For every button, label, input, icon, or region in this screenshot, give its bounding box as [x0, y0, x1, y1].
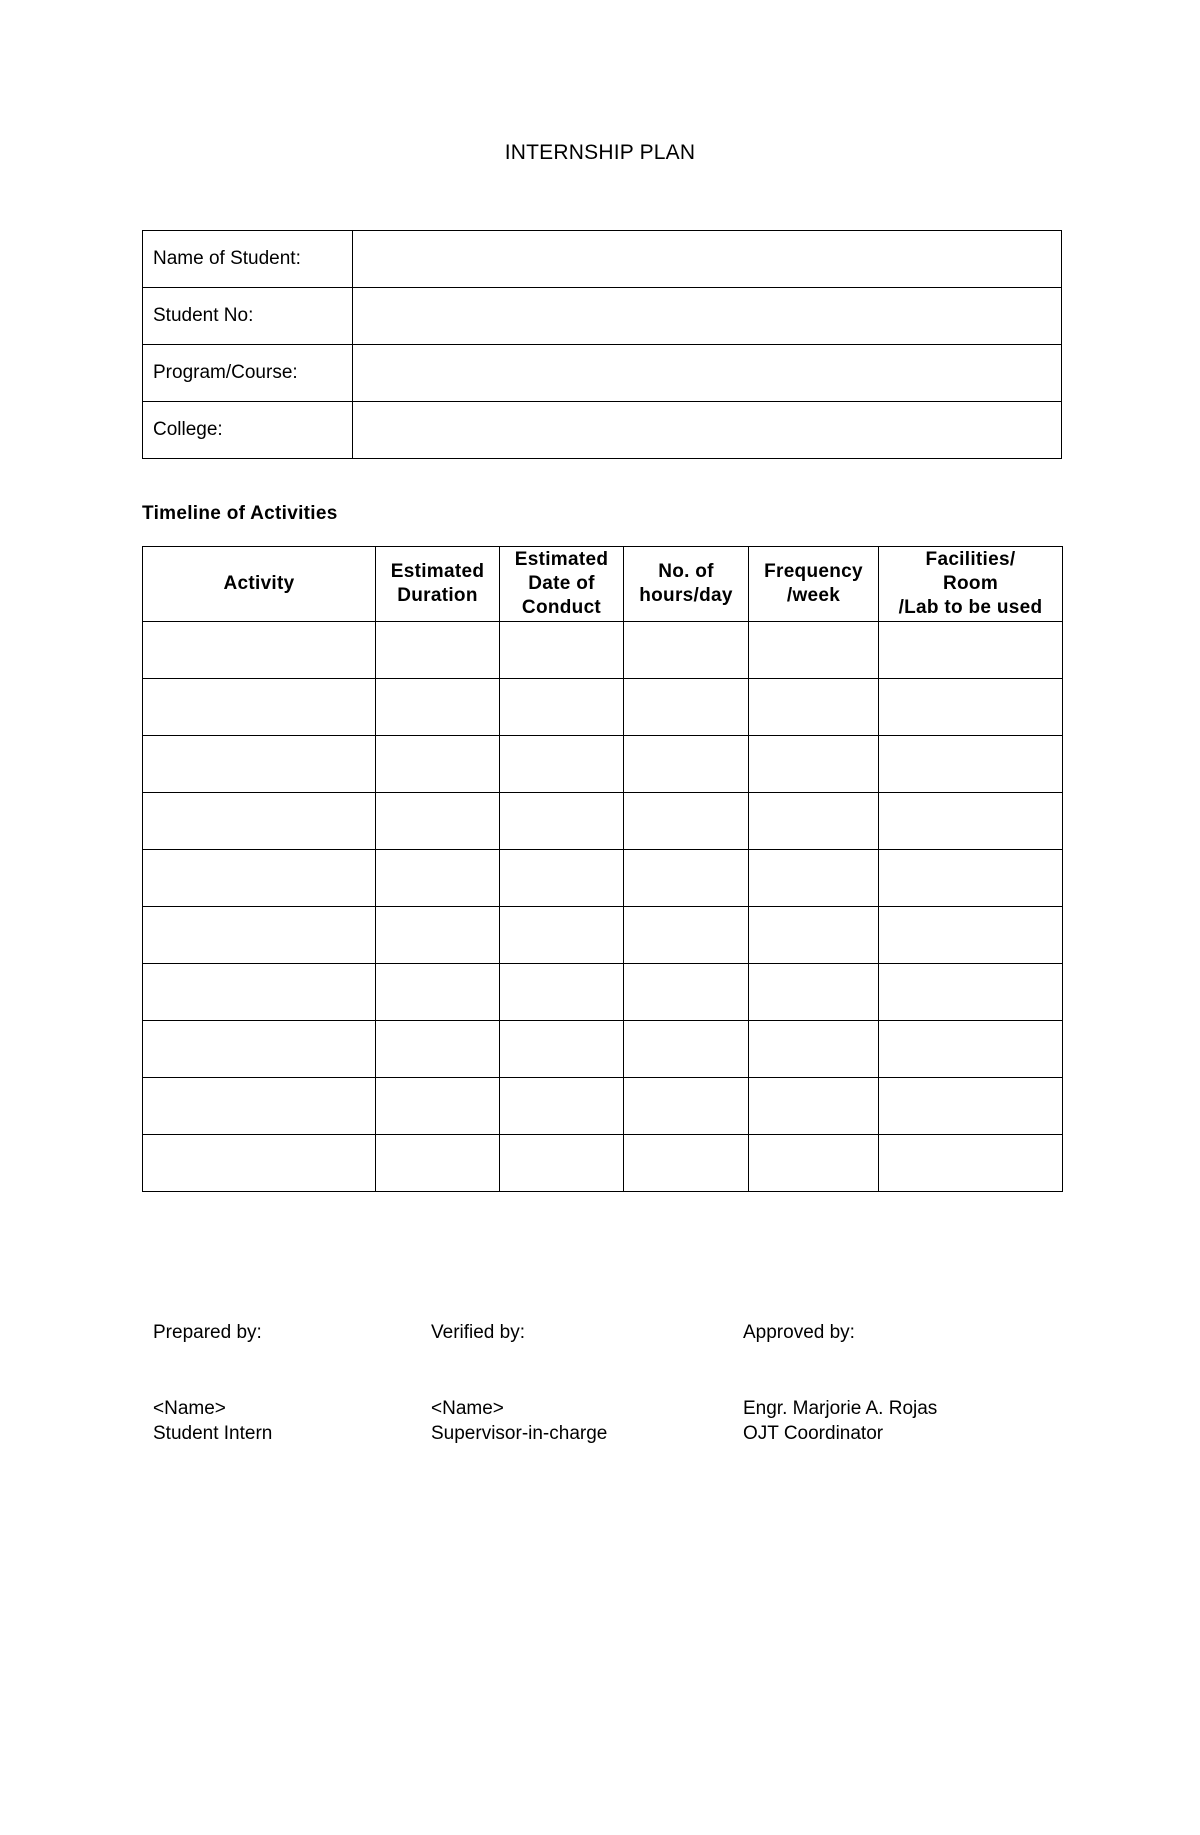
- cell-activity[interactable]: [143, 793, 376, 850]
- cell-hours-per-day[interactable]: [624, 907, 749, 964]
- cell-facilities[interactable]: [879, 1078, 1063, 1135]
- verified-by-block: [431, 1322, 607, 1446]
- cell-activity[interactable]: [143, 1021, 376, 1078]
- cell-estimated-date[interactable]: [500, 850, 624, 907]
- cell-estimated-duration[interactable]: [376, 793, 500, 850]
- cell-activity[interactable]: [143, 907, 376, 964]
- cell-hours-per-day[interactable]: [624, 622, 749, 679]
- cell-estimated-duration[interactable]: [376, 850, 500, 907]
- cell-hours-per-day[interactable]: [624, 1078, 749, 1135]
- header-facilities: Facilities/ Room /Lab to be used: [879, 547, 1063, 622]
- cell-hours-per-day[interactable]: [624, 793, 749, 850]
- cell-activity[interactable]: [143, 736, 376, 793]
- cell-estimated-date[interactable]: [500, 736, 624, 793]
- cell-hours-per-day[interactable]: [624, 1135, 749, 1192]
- college-label: College:: [143, 402, 353, 459]
- cell-activity[interactable]: [143, 1078, 376, 1135]
- cell-frequency-week[interactable]: [749, 679, 879, 736]
- cell-estimated-duration[interactable]: [376, 679, 500, 736]
- cell-frequency-week[interactable]: [749, 907, 879, 964]
- table-row: [143, 964, 1063, 1021]
- timeline-body: [143, 622, 1063, 1192]
- header-estimated-date: Estimated Date of Conduct: [500, 547, 624, 622]
- cell-hours-per-day[interactable]: [624, 736, 749, 793]
- cell-estimated-date[interactable]: [500, 964, 624, 1021]
- cell-facilities[interactable]: [879, 622, 1063, 679]
- table-row: [143, 850, 1063, 907]
- header-frequency-week: Frequency /week: [749, 547, 879, 622]
- cell-activity[interactable]: [143, 1135, 376, 1192]
- timeline-table: [142, 546, 1063, 1192]
- cell-frequency-week[interactable]: [749, 1135, 879, 1192]
- cell-estimated-duration[interactable]: [376, 736, 500, 793]
- cell-frequency-week[interactable]: [749, 964, 879, 1021]
- cell-facilities[interactable]: [879, 736, 1063, 793]
- student-name-field[interactable]: [353, 231, 1062, 288]
- student-number-field[interactable]: [353, 288, 1062, 345]
- cell-hours-per-day[interactable]: [624, 1021, 749, 1078]
- cell-facilities[interactable]: [879, 1021, 1063, 1078]
- cell-hours-per-day[interactable]: [624, 850, 749, 907]
- cell-frequency-week[interactable]: [749, 793, 879, 850]
- timeline-section-title: Timeline of Activities: [142, 503, 338, 524]
- table-row: [143, 793, 1063, 850]
- cell-activity[interactable]: [143, 850, 376, 907]
- cell-activity[interactable]: [143, 964, 376, 1021]
- cell-estimated-duration[interactable]: [376, 1078, 500, 1135]
- document-title: INTERNSHIP PLAN: [504, 141, 696, 164]
- cell-facilities[interactable]: [879, 1135, 1063, 1192]
- approved-by-label: Approved by:: [743, 1322, 855, 1343]
- cell-facilities[interactable]: [879, 850, 1063, 907]
- table-row: [143, 1021, 1063, 1078]
- cell-facilities[interactable]: [879, 793, 1063, 850]
- cell-estimated-date[interactable]: [500, 793, 624, 850]
- college-row: [143, 402, 1062, 459]
- program-course-field[interactable]: [353, 345, 1062, 402]
- table-row: [143, 1135, 1063, 1192]
- verified-by-name: <Name>: [431, 1398, 504, 1419]
- cell-estimated-date[interactable]: [500, 907, 624, 964]
- cell-estimated-date[interactable]: [500, 1135, 624, 1192]
- header-activity: Activity: [143, 547, 376, 622]
- table-row: [143, 1078, 1063, 1135]
- cell-estimated-duration[interactable]: [376, 1021, 500, 1078]
- header-hours-per-day: No. of hours/day: [624, 547, 749, 622]
- cell-hours-per-day[interactable]: [624, 964, 749, 1021]
- program-course-row: [143, 345, 1062, 402]
- cell-estimated-date[interactable]: [500, 1078, 624, 1135]
- cell-hours-per-day[interactable]: [624, 679, 749, 736]
- table-row: [143, 736, 1063, 793]
- program-course-label: Program/Course:: [143, 345, 353, 402]
- prepared-by-name: <Name>: [153, 1398, 226, 1419]
- cell-frequency-week[interactable]: [749, 1078, 879, 1135]
- cell-estimated-duration[interactable]: [376, 1135, 500, 1192]
- prepared-by-label: Prepared by:: [153, 1322, 262, 1343]
- cell-frequency-week[interactable]: [749, 1021, 879, 1078]
- prepared-by-role: Student Intern: [153, 1423, 273, 1444]
- cell-facilities[interactable]: [879, 964, 1063, 1021]
- cell-frequency-week[interactable]: [749, 736, 879, 793]
- verified-by-role: Supervisor-in-charge: [431, 1423, 608, 1444]
- cell-estimated-date[interactable]: [500, 622, 624, 679]
- student-name-row: [143, 231, 1062, 288]
- table-row: [143, 907, 1063, 964]
- student-number-label: Student No:: [143, 288, 353, 345]
- approved-by-block: [743, 1322, 937, 1446]
- student-name-label: Name of Student:: [143, 231, 353, 288]
- cell-facilities[interactable]: [879, 679, 1063, 736]
- cell-frequency-week[interactable]: [749, 850, 879, 907]
- student-info-table: [142, 230, 1062, 459]
- timeline-header-row: [143, 547, 1063, 622]
- cell-activity[interactable]: [143, 622, 376, 679]
- header-estimated-duration: Estimated Duration: [376, 547, 500, 622]
- student-number-row: [143, 288, 1062, 345]
- prepared-by-block: [153, 1322, 272, 1446]
- cell-estimated-date[interactable]: [500, 679, 624, 736]
- cell-estimated-duration[interactable]: [376, 907, 500, 964]
- cell-frequency-week[interactable]: [749, 622, 879, 679]
- cell-estimated-date[interactable]: [500, 1021, 624, 1078]
- college-field[interactable]: [353, 402, 1062, 459]
- verified-by-label: Verified by:: [431, 1322, 525, 1343]
- approved-by-name: Engr. Marjorie A. Rojas: [743, 1398, 938, 1419]
- cell-activity[interactable]: [143, 679, 376, 736]
- cell-estimated-duration[interactable]: [376, 622, 500, 679]
- table-row: [143, 679, 1063, 736]
- cell-facilities[interactable]: [879, 907, 1063, 964]
- table-row: [143, 622, 1063, 679]
- cell-estimated-duration[interactable]: [376, 964, 500, 1021]
- approved-by-role: OJT Coordinator: [743, 1423, 884, 1444]
